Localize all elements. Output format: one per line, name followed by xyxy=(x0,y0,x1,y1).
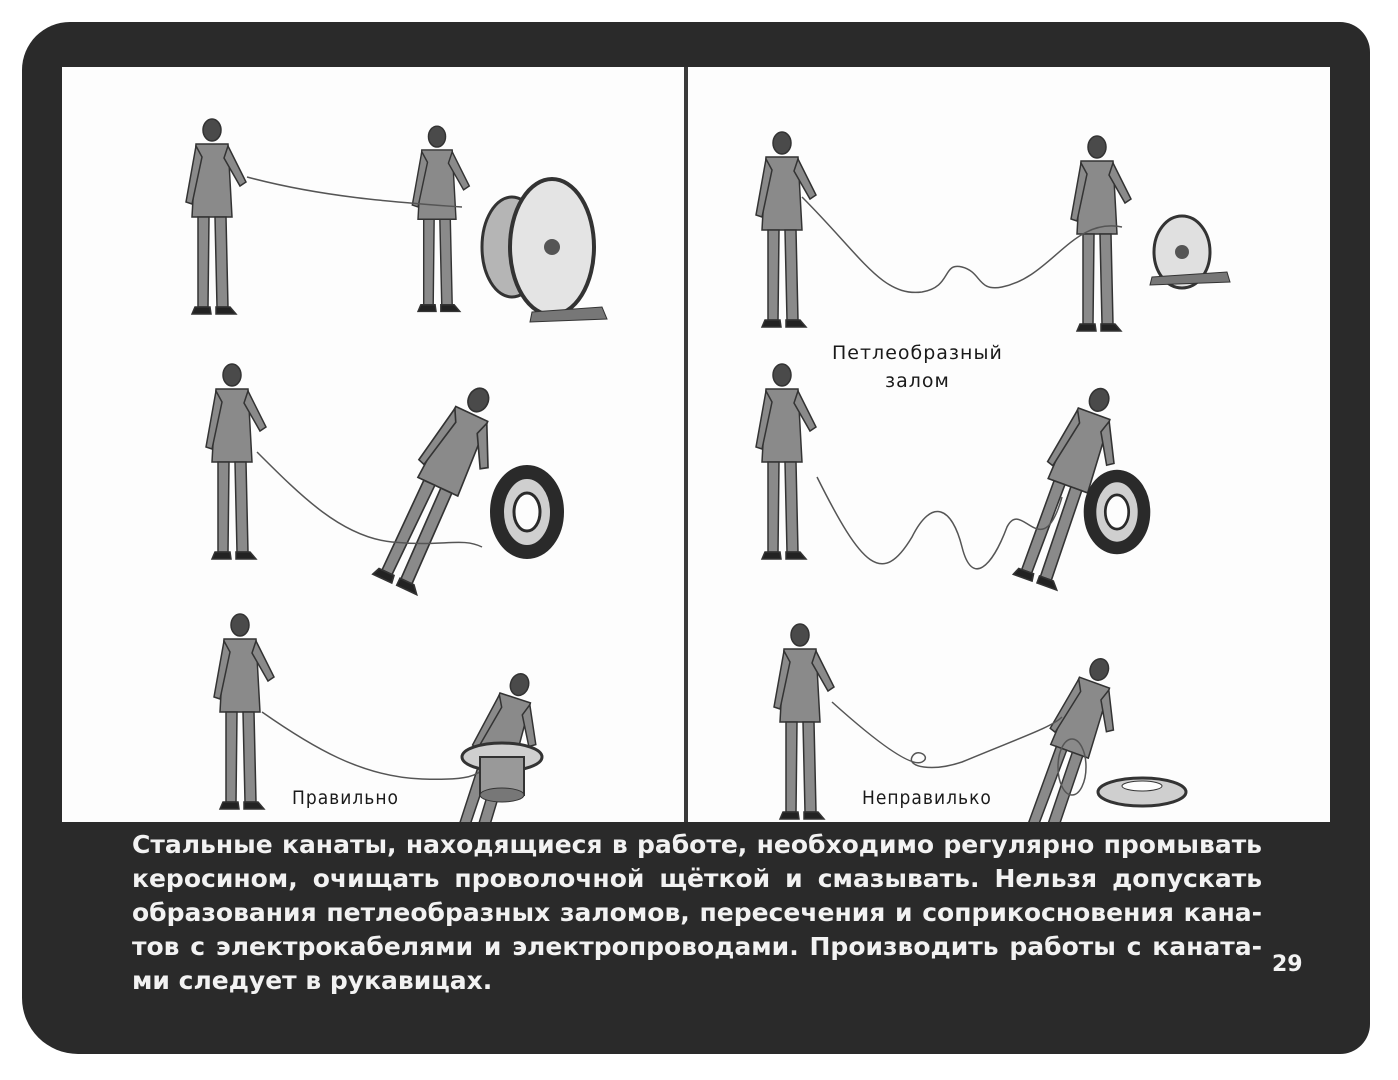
slide-body-text xyxy=(132,828,1262,998)
slide-number: 29 xyxy=(1272,952,1303,977)
body-text-line: Стальные канаты, находящиеся в работе, необходимо регулярно промывать xyxy=(132,830,1262,859)
kink-annotation xyxy=(832,339,1003,395)
kink-annotation-line: Петлеобразный xyxy=(832,342,1003,364)
caption-incorrect: Неправилько xyxy=(862,787,992,809)
panel-divider xyxy=(684,67,688,822)
caption-correct: Правильно xyxy=(292,787,400,809)
scene-correct-drum xyxy=(186,119,607,322)
filmstrip-slide xyxy=(22,22,1370,1054)
scene-incorrect-ring xyxy=(756,364,1144,594)
body-text-line: ми следует в рукавицах. xyxy=(132,966,493,995)
kink-annotation-line: залом xyxy=(884,370,950,392)
body-text-line: образования петлеобразных заломов, пересечения и соприкосновения кана- xyxy=(132,898,1262,927)
body-text-line: керосином, очищать проволочной щёткой и смазывать. Нельзя допускать xyxy=(132,864,1262,893)
scene-correct-ring xyxy=(206,364,557,599)
body-text-line: тов с электрокабелями и электропроводами. Производить работы с каната- xyxy=(132,932,1262,961)
scene-incorrect-drum xyxy=(756,132,1230,331)
illustration-scenes xyxy=(62,67,1330,822)
illustration-panel xyxy=(62,67,1330,822)
